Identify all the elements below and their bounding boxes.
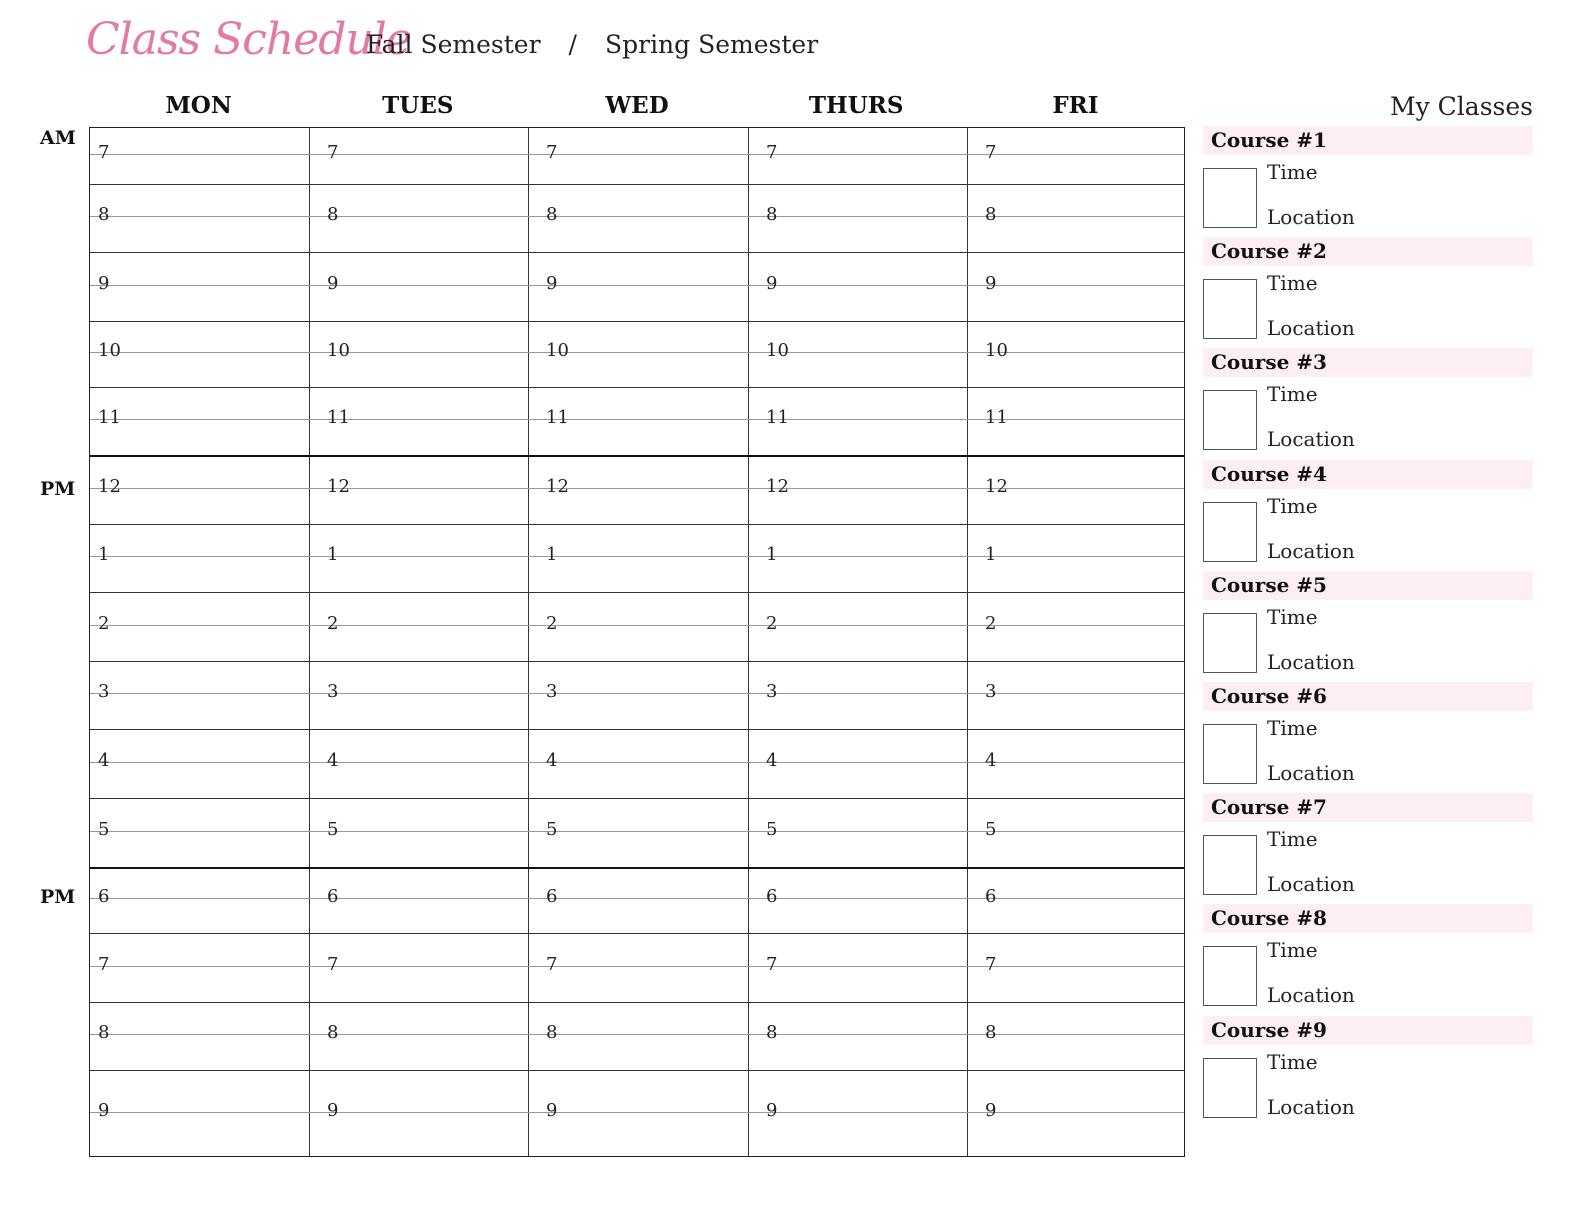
course-title: Course #4	[1203, 460, 1533, 489]
hour-label: 6	[985, 886, 997, 907]
hour-label: 2	[327, 613, 339, 634]
half-hour-line	[90, 898, 1184, 899]
period-label-am: AM	[40, 127, 76, 149]
row-divider	[90, 867, 1184, 869]
course-color-box	[1203, 946, 1257, 1006]
hour-label: 10	[327, 340, 350, 361]
course-location-label: Location	[1267, 316, 1355, 340]
semester-selector	[366, 30, 818, 59]
course-color-box	[1203, 724, 1257, 784]
course-card	[1203, 348, 1533, 451]
course-location-label: Location	[1267, 983, 1355, 1007]
hour-label: 6	[766, 886, 778, 907]
hour-label: 9	[546, 1100, 558, 1121]
hour-label: 1	[98, 544, 110, 565]
hour-label: 8	[985, 204, 997, 225]
course-color-box	[1203, 835, 1257, 895]
day-header-mon: MON	[165, 92, 232, 119]
half-hour-line	[90, 1112, 1184, 1113]
hour-label: 3	[985, 681, 997, 702]
hour-label: 8	[327, 1022, 339, 1043]
course-title: Course #1	[1203, 126, 1533, 155]
hour-label: 11	[546, 407, 569, 428]
course-card	[1203, 460, 1533, 563]
course-card	[1203, 1016, 1533, 1119]
hour-label: 11	[985, 407, 1008, 428]
hour-label: 3	[327, 681, 339, 702]
course-location-label: Location	[1267, 761, 1355, 785]
hour-label: 9	[766, 273, 778, 294]
hour-label: 5	[98, 819, 110, 840]
hour-label: 7	[327, 954, 339, 975]
hour-label: 1	[766, 544, 778, 565]
course-time-label: Time	[1267, 382, 1318, 406]
hour-label: 7	[766, 954, 778, 975]
hour-label: 7	[327, 142, 339, 163]
course-color-box	[1203, 502, 1257, 562]
course-location-label: Location	[1267, 427, 1355, 451]
course-color-box	[1203, 279, 1257, 339]
row-divider	[90, 321, 1184, 322]
course-location-label: Location	[1267, 650, 1355, 674]
day-header-fri: FRI	[1052, 92, 1099, 119]
course-location-label: Location	[1267, 539, 1355, 563]
row-divider	[90, 1070, 1184, 1071]
hour-label: 9	[546, 273, 558, 294]
hour-label: 11	[98, 407, 121, 428]
hour-label: 10	[546, 340, 569, 361]
hour-label: 8	[98, 1022, 110, 1043]
half-hour-line	[90, 419, 1184, 420]
hour-label: 9	[98, 273, 110, 294]
half-hour-line	[90, 1034, 1184, 1035]
hour-label: 6	[546, 886, 558, 907]
course-card	[1203, 682, 1533, 785]
course-card	[1203, 904, 1533, 1007]
row-divider	[90, 184, 1184, 185]
half-hour-line	[90, 762, 1184, 763]
hour-label: 2	[766, 613, 778, 634]
course-color-box	[1203, 613, 1257, 673]
course-time-label: Time	[1267, 271, 1318, 295]
half-hour-line	[90, 285, 1184, 286]
hour-label: 9	[327, 1100, 339, 1121]
hour-label: 9	[766, 1100, 778, 1121]
hour-label: 5	[766, 819, 778, 840]
hour-label: 3	[766, 681, 778, 702]
course-time-label: Time	[1267, 1050, 1318, 1074]
row-divider	[90, 387, 1184, 388]
hour-label: 11	[327, 407, 350, 428]
hour-label: 12	[327, 476, 350, 497]
course-time-label: Time	[1267, 716, 1318, 740]
day-headers	[89, 92, 1185, 119]
row-divider	[90, 1002, 1184, 1003]
day-header-wed: WED	[605, 92, 669, 119]
hour-label: 9	[98, 1100, 110, 1121]
hour-label: 12	[766, 476, 789, 497]
hour-label: 12	[98, 476, 121, 497]
course-color-box	[1203, 1058, 1257, 1118]
schedule-grid	[89, 127, 1185, 1157]
course-card	[1203, 793, 1533, 896]
course-title: Course #3	[1203, 348, 1533, 377]
course-time-label: Time	[1267, 605, 1318, 629]
hour-label: 8	[985, 1022, 997, 1043]
hour-label: 10	[98, 340, 121, 361]
hour-label: 1	[985, 544, 997, 565]
hour-label: 12	[985, 476, 1008, 497]
hour-label: 8	[98, 204, 110, 225]
course-title: Course #7	[1203, 793, 1533, 822]
course-title: Course #6	[1203, 682, 1533, 711]
course-time-label: Time	[1267, 827, 1318, 851]
course-color-box	[1203, 390, 1257, 450]
day-header-thurs: THURS	[808, 92, 904, 119]
hour-label: 4	[546, 750, 558, 771]
my-classes-title: My Classes	[1390, 92, 1533, 121]
hour-label: 10	[985, 340, 1008, 361]
half-hour-line	[90, 154, 1184, 155]
course-card	[1203, 571, 1533, 674]
row-divider	[90, 798, 1184, 799]
day-header-tues: TUES	[382, 92, 454, 119]
hour-label: 8	[766, 1022, 778, 1043]
hour-label: 6	[327, 886, 339, 907]
hour-label: 5	[327, 819, 339, 840]
half-hour-line	[90, 488, 1184, 489]
row-divider	[90, 661, 1184, 662]
hour-label: 5	[546, 819, 558, 840]
course-time-label: Time	[1267, 160, 1318, 184]
hour-label: 2	[985, 613, 997, 634]
hour-label: 8	[546, 204, 558, 225]
hour-label: 10	[766, 340, 789, 361]
course-color-box	[1203, 168, 1257, 228]
hour-label: 4	[98, 750, 110, 771]
row-divider	[90, 933, 1184, 934]
row-divider	[90, 455, 1184, 457]
row-divider	[90, 729, 1184, 730]
hour-label: 1	[327, 544, 339, 565]
hour-label: 3	[546, 681, 558, 702]
half-hour-line	[90, 216, 1184, 217]
period-label-pm-evening: PM	[40, 886, 76, 908]
hour-label: 2	[546, 613, 558, 634]
hour-label: 2	[98, 613, 110, 634]
hour-label: 7	[985, 142, 997, 163]
row-divider	[90, 592, 1184, 593]
course-title: Course #2	[1203, 237, 1533, 266]
half-hour-line	[90, 556, 1184, 557]
half-hour-line	[90, 625, 1184, 626]
hour-label: 11	[766, 407, 789, 428]
half-hour-line	[90, 966, 1184, 967]
half-hour-line	[90, 352, 1184, 353]
course-location-label: Location	[1267, 872, 1355, 896]
hour-label: 4	[985, 750, 997, 771]
hour-label: 9	[327, 273, 339, 294]
row-divider	[90, 252, 1184, 253]
hour-label: 7	[546, 142, 558, 163]
hour-label: 7	[546, 954, 558, 975]
hour-label: 8	[766, 204, 778, 225]
hour-label: 7	[985, 954, 997, 975]
course-card	[1203, 126, 1533, 229]
hour-label: 8	[546, 1022, 558, 1043]
page-title: Class Schedule	[86, 14, 411, 65]
course-title: Course #8	[1203, 904, 1533, 933]
hour-label: 9	[985, 273, 997, 294]
hour-label: 7	[98, 954, 110, 975]
hour-label: 3	[98, 681, 110, 702]
hour-label: 1	[546, 544, 558, 565]
course-title: Course #9	[1203, 1016, 1533, 1045]
hour-label: 5	[985, 819, 997, 840]
hour-label: 7	[766, 142, 778, 163]
course-card	[1203, 237, 1533, 340]
hour-label: 7	[98, 142, 110, 163]
hour-label: 9	[985, 1100, 997, 1121]
semester-separator: /	[568, 30, 577, 59]
hour-label: 8	[327, 204, 339, 225]
half-hour-line	[90, 831, 1184, 832]
hour-label: 4	[327, 750, 339, 771]
course-location-label: Location	[1267, 205, 1355, 229]
course-location-label: Location	[1267, 1095, 1355, 1119]
course-time-label: Time	[1267, 494, 1318, 518]
fall-semester-label: Fall Semester	[366, 30, 541, 59]
half-hour-line	[90, 693, 1184, 694]
row-divider	[90, 524, 1184, 525]
period-label-pm: PM	[40, 478, 76, 500]
hour-label: 6	[98, 886, 110, 907]
hour-label: 4	[766, 750, 778, 771]
hour-label: 12	[546, 476, 569, 497]
course-title: Course #5	[1203, 571, 1533, 600]
spring-semester-label: Spring Semester	[604, 30, 819, 59]
course-time-label: Time	[1267, 938, 1318, 962]
